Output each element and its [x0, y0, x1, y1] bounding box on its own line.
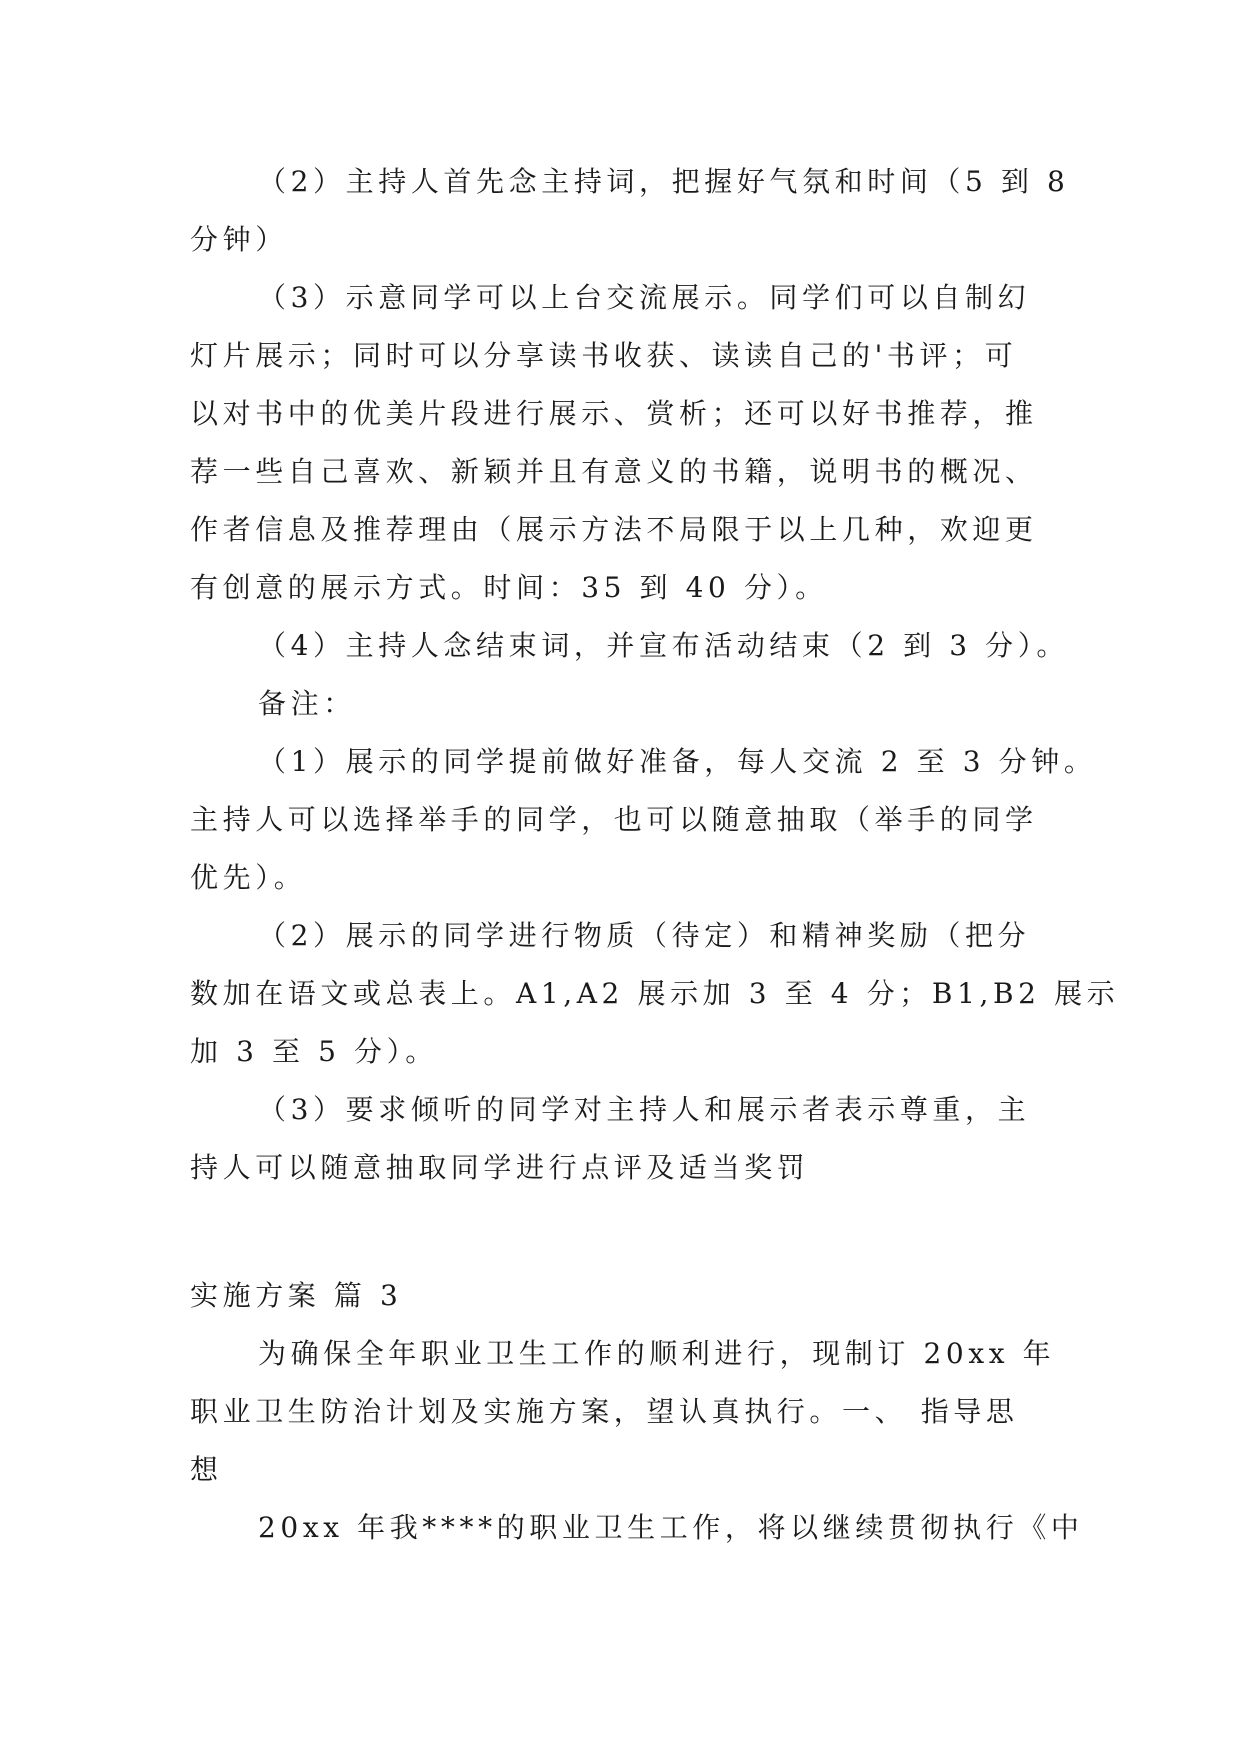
- paragraph-line: （3）要求倾听的同学对主持人和展示者表示尊重，主: [258, 1093, 1031, 1126]
- paragraph-line: （2）主持人首先念主持词，把握好气氛和时间（5 到 8: [258, 165, 1070, 198]
- paragraph-line: 持人可以随意抽取同学进行点评及适当奖罚: [190, 1151, 810, 1184]
- section-title: 实施方案 篇 3: [190, 1279, 403, 1312]
- paragraph-line: 数加在语文或总表上。A1,A2 展示加 3 至 4 分；B1,B2 展示: [190, 977, 1120, 1010]
- paragraph-line: 职业卫生防治计划及实施方案，望认真执行。一、 指导思: [190, 1395, 1019, 1428]
- paragraph-line: （4）主持人念结束词，并宣布活动结束（2 到 3 分）。: [258, 629, 1069, 662]
- document-body: [190, 153, 1120, 1557]
- paragraph-line: 想: [190, 1453, 223, 1486]
- paragraph-line: （1）展示的同学提前做好准备，每人交流 2 至 3 分钟。: [258, 745, 1097, 778]
- paragraph-line: 加 3 至 5 分）。: [190, 1035, 438, 1068]
- paragraph-line: （2）展示的同学进行物质（待定）和精神奖励（把分: [258, 919, 1031, 952]
- section-gap: [190, 1197, 1050, 1267]
- paragraph-line: 有创意的展示方式。时间：35 到 40 分）。: [190, 571, 828, 604]
- paragraph-line: 分钟）: [190, 223, 288, 256]
- paragraph-line: （3）示意同学可以上台交流展示。同学们可以自制幻: [258, 281, 1031, 314]
- paragraph-line: 作者信息及推荐理由（展示方法不局限于以上几种，欢迎更: [190, 513, 1038, 546]
- paragraph-line: 主持人可以选择举手的同学，也可以随意抽取（举手的同学: [190, 803, 1038, 836]
- paragraph-line: 为确保全年职业卫生工作的顺利进行，现制订 20xx 年: [258, 1337, 1056, 1370]
- paragraph-line: 20xx 年我****的职业卫生工作，将以继续贯彻执行《中: [258, 1511, 1084, 1544]
- notes-label: 备注：: [258, 687, 356, 720]
- paragraph-line: 荐一些自己喜欢、新颖并且有意义的书籍，说明书的概况、: [190, 455, 1038, 488]
- paragraph-line: 优先）。: [190, 861, 307, 894]
- paragraph-line: 以对书中的优美片段进行展示、赏析；还可以好书推荐，推: [190, 397, 1038, 430]
- paragraph-line: 灯片展示；同时可以分享读书收获、读读自己的'书评；可: [190, 339, 1018, 372]
